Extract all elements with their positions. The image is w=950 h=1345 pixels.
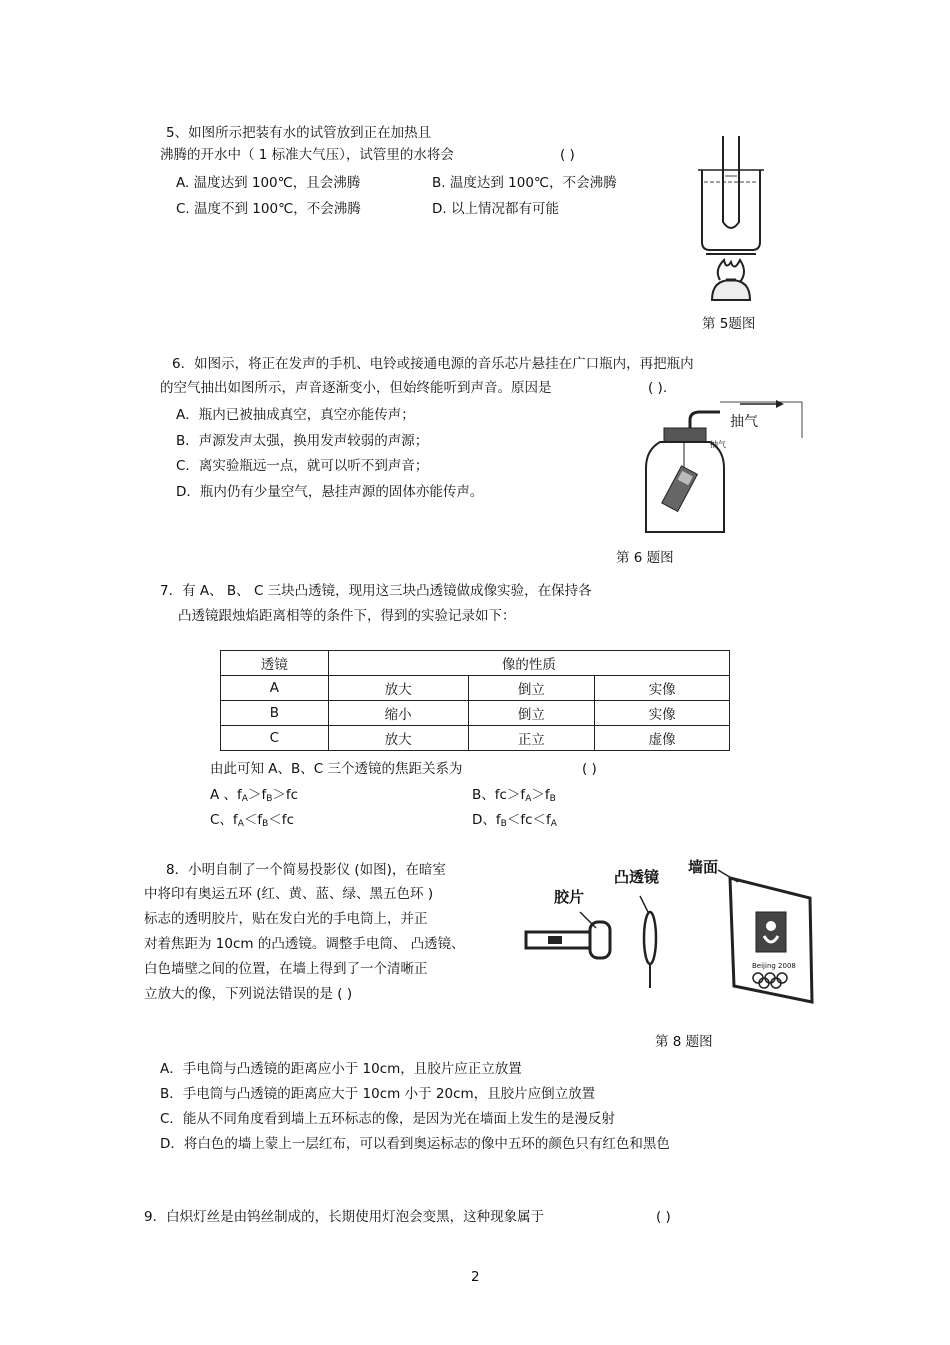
- q9-stem: 9．白炽灯丝是由钨丝制成的，长期使用灯泡会变黑，这种现象属于: [144, 1209, 545, 1225]
- cell-lens: A: [221, 676, 329, 701]
- q9-answer-bracket: ( ): [656, 1209, 671, 1225]
- q5-option-c: C. 温度不到 100℃，不会沸腾: [176, 201, 361, 217]
- table-row: [221, 726, 730, 751]
- q7-stem-line2: 凸透镜跟烛焰距离相等的条件下，得到的实验记录如下：: [178, 608, 516, 624]
- q8-stem-line4: 对着焦距为 10cm 的凸透镜。调整手电筒、 凸透镜、: [144, 936, 465, 952]
- q5-option-b: B. 温度达到 100℃，不会沸腾: [432, 175, 617, 191]
- q8-option-b: B．手电筒与凸透镜的距离应大于 10cm 小于 20cm，且胶片应倒立放置: [160, 1086, 596, 1102]
- header-lens: 透镜: [221, 651, 329, 676]
- q5-option-a: A. 温度达到 100℃，且会沸腾: [176, 175, 361, 191]
- q8-stem-line1: 8．小明自制了一个简易投影仪 (如图)，在暗室: [166, 862, 446, 878]
- q6-stem-line1: 6．如图示，将正在发声的手机、电铃或接通电源的音乐芯片悬挂在广口瓶内，再把瓶内: [172, 356, 694, 372]
- q6-option-b: B．声源发声太强，换用发声较弱的声源；: [176, 433, 429, 449]
- q8-figure-caption: 第 8 题图: [655, 1034, 713, 1050]
- q6-option-d: D．瓶内仍有少量空气，悬挂声源的固体亦能传声。: [176, 484, 484, 500]
- q6-pump-label-small: 抽气: [710, 440, 726, 449]
- q7-conclusion: 由此可知 A、B、C 三个透镜的焦距关系为: [210, 761, 463, 777]
- q5-beaker-figure: [690, 130, 770, 306]
- q8-stem-line6: 立放大的像，下列说法错误的是 ( ): [144, 986, 353, 1002]
- q8-option-c: C．能从不同角度看到墙上五环标志的像，是因为光在墙面上发生的是漫反射: [160, 1111, 615, 1127]
- q6-bell-jar-figure: [640, 398, 810, 538]
- q8-stem-line2: 中将印有奥运五环 (红、黄、蓝、绿、黑五色环 ): [144, 886, 434, 902]
- q8-wall-logo-text: Beijing 2008: [752, 962, 796, 970]
- q6-option-a: A．瓶内已被抽成真空，真空亦能传声；: [176, 407, 415, 423]
- q7-stem-line1: 7．有 A、 B、 C 三块凸透镜，现用这三块凸透镜做成像实验，在保持各: [160, 583, 592, 599]
- q7-option-b: B、$fc>f_A>f_B$: [472, 787, 556, 804]
- q8-option-a: A．手电筒与凸透镜的距离应小于 10cm，且胶片应正立放置: [160, 1061, 522, 1077]
- cell-size: 放大: [328, 676, 468, 701]
- q5-answer-bracket: ( ): [560, 147, 575, 163]
- q5-figure-caption: 第 5题图: [702, 316, 756, 332]
- q8-wall-label: 墙面: [688, 858, 719, 876]
- q7-answer-bracket: ( ): [582, 761, 597, 777]
- q8-stem-line3: 标志的透明胶片，贴在发白光的手电筒上，并正: [144, 911, 428, 927]
- q6-stem-line2: 的空气抽出如图所示，声音逐渐变小，但始终能听到声音。原因是: [160, 380, 552, 396]
- q5-stem-line1: 5、如图所示把装有水的试管放到正在加热且: [166, 125, 432, 141]
- table-row: [221, 701, 730, 726]
- q6-figure-caption: 第 6 题图: [616, 550, 674, 566]
- cell-size: 缩小: [328, 701, 468, 726]
- cell-size: 放大: [328, 726, 468, 751]
- cell-lens: B: [221, 701, 329, 726]
- page-number: 2: [471, 1269, 480, 1285]
- q8-film-label: 胶片: [554, 888, 585, 906]
- q8-projector-figure: [520, 852, 815, 1006]
- q7-option-c: C、$f_A<f_B<fc$: [210, 812, 294, 829]
- header-image-property: 像的性质: [328, 651, 729, 676]
- cell-kind: 虚像: [595, 726, 730, 751]
- q6-option-c: C．离实验瓶远一点，就可以听不到声音；: [176, 458, 429, 474]
- cell-kind: 实像: [595, 701, 730, 726]
- q5-option-d: D. 以上情况都有可能: [432, 201, 559, 217]
- q7-option-a: A 、$f_A>f_B>fc$: [210, 787, 299, 804]
- q5-stem-line2: 沸腾的开水中（ 1 标准大气压），试管里的水将会: [160, 147, 454, 163]
- cell-lens: C: [221, 726, 329, 751]
- q6-pump-label: 抽气: [730, 414, 758, 430]
- q8-option-d: D．将白色的墙上蒙上一层红布，可以看到奥运标志的像中五环的颜色只有红色和黑色: [160, 1136, 670, 1152]
- q6-answer-bracket: ( ).: [648, 380, 668, 396]
- table-header-row: [221, 651, 730, 676]
- q8-stem-line5: 白色墙壁之间的位置，在墙上得到了一个清晰正: [144, 961, 428, 977]
- table-row: [221, 676, 730, 701]
- q8-lens-label: 凸透镜: [614, 868, 660, 886]
- q7-lens-table: [220, 650, 730, 751]
- cell-orientation: 正立: [468, 726, 595, 751]
- cell-kind: 实像: [595, 676, 730, 701]
- cell-orientation: 倒立: [468, 701, 595, 726]
- cell-orientation: 倒立: [468, 676, 595, 701]
- q7-option-d: D、$f_B<fc<f_A$: [472, 812, 557, 829]
